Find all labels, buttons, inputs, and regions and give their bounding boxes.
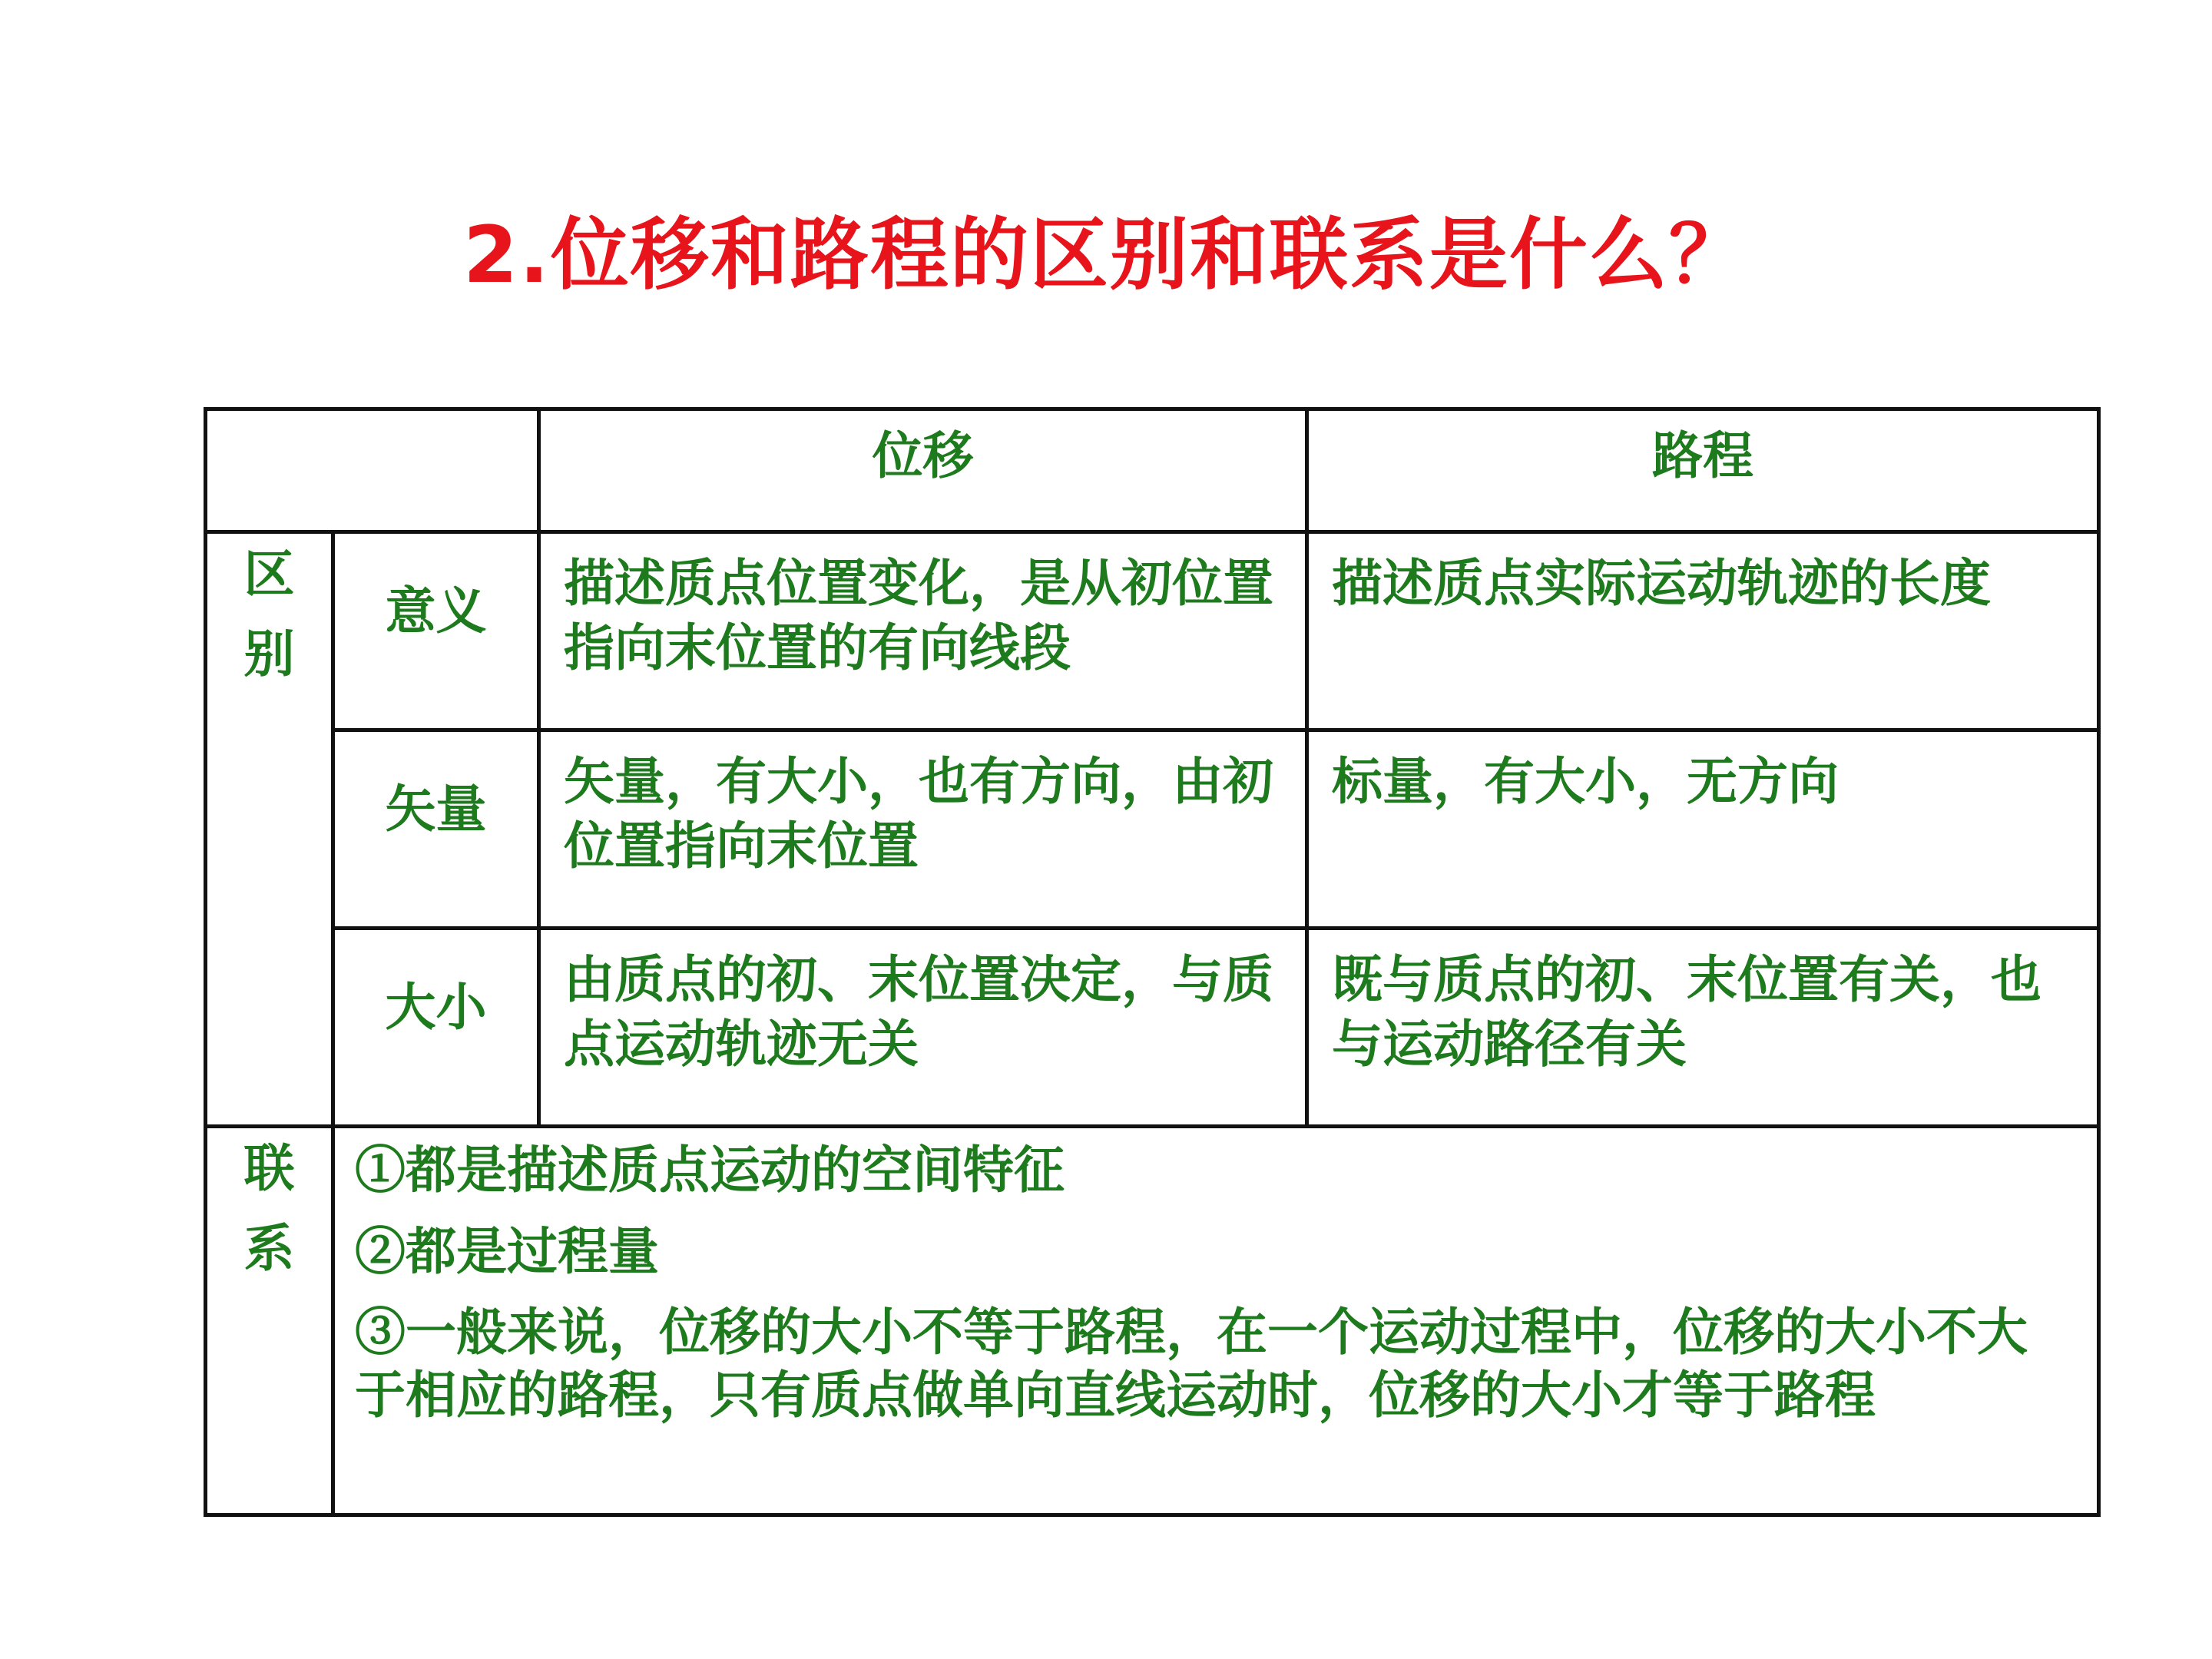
relation-item-2: ②都是过程量 — [355, 1221, 659, 1281]
row-label-magnitude: 大小 — [333, 929, 539, 1127]
difference-group-label — [206, 532, 333, 1127]
header-displacement: 位移 — [539, 409, 1307, 532]
cell-meaning-displacement: 描述质点位置变化，是从初位置指向末位置的有向线段 — [539, 532, 1307, 730]
table-row-relation — [206, 1127, 2099, 1515]
table-row — [206, 929, 2099, 1127]
cell-vector-displacement: 矢量，有大小，也有方向，由初位置指向末位置 — [539, 730, 1307, 929]
relation-cell — [333, 1127, 2099, 1515]
table-header-row — [206, 409, 2099, 532]
cell-meaning-distance: 描述质点实际运动轨迹的长度 — [1307, 532, 2099, 730]
comparison-table — [204, 407, 2101, 1517]
cell-magnitude-displacement: 由质点的初、末位置决定，与质点运动轨迹无关 — [539, 929, 1307, 1127]
relation-label-char-1: 联 — [243, 1138, 295, 1198]
row-label-meaning: 意义 — [333, 532, 539, 730]
relation-item-3: ③一般来说，位移的大小不等于路程，在一个运动过程中，位移的大小不大于相应的路程，只有质点做单向直线运动时，位移的大小才等于路程 — [355, 1302, 2028, 1425]
difference-label-char-2: 别 — [243, 624, 295, 684]
header-distance: 路程 — [1307, 409, 2099, 532]
header-corner-cell — [206, 409, 539, 532]
difference-label-char-1: 区 — [243, 544, 295, 604]
slide-title: 2.位移和路程的区别和联系是什么？ — [463, 210, 1749, 301]
cell-magnitude-distance: 既与质点的初、末位置有关，也与运动路径有关 — [1307, 929, 2099, 1127]
row-label-vector: 矢量 — [333, 730, 539, 929]
cell-vector-distance: 标量，有大小，无方向 — [1307, 730, 2099, 929]
relation-label-char-2: 系 — [243, 1218, 295, 1278]
table-row — [206, 532, 2099, 730]
relation-item-1: ①都是描述质点运动的空间特征 — [355, 1140, 1065, 1200]
relation-group-label — [206, 1127, 333, 1515]
table-row — [206, 730, 2099, 929]
comparison-table-container — [204, 407, 2101, 1517]
